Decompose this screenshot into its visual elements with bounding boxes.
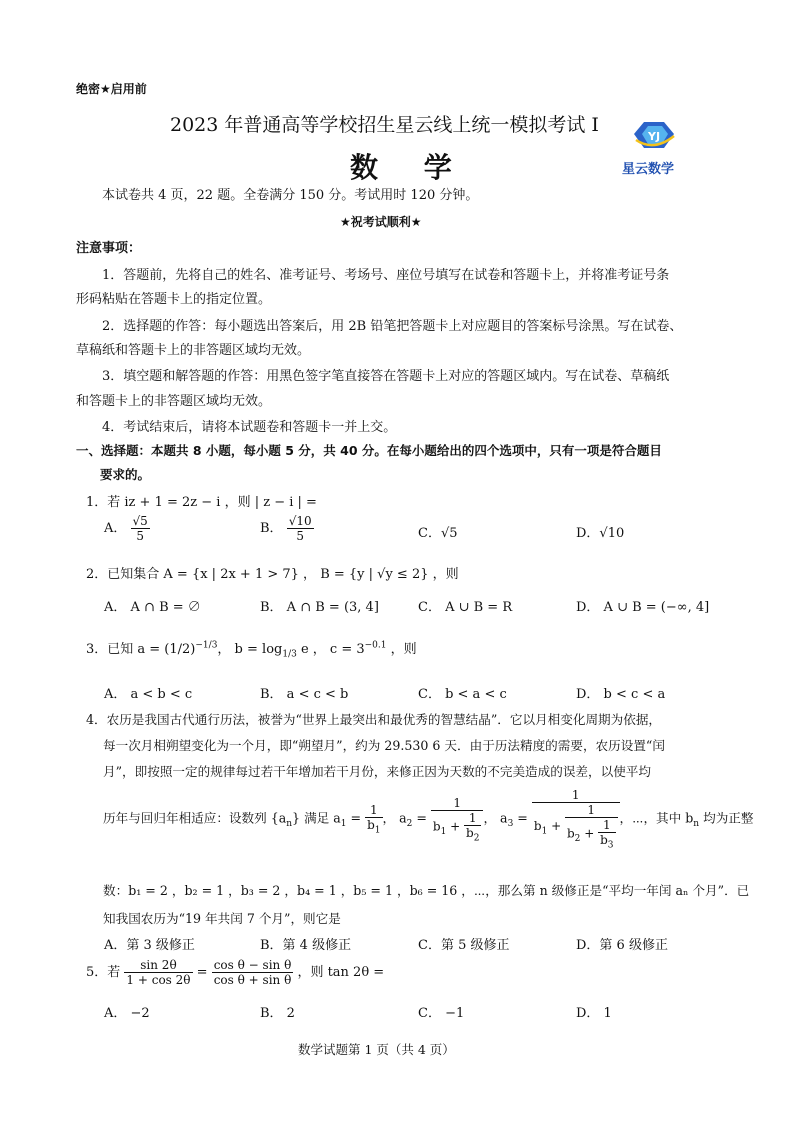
text-run: =	[412, 810, 427, 826]
text-run: 5．若	[86, 965, 121, 980]
q3-b-def: ， b = log	[217, 642, 283, 657]
text-run: } 满足 a	[292, 810, 341, 826]
q1-option-c: C．√5	[418, 526, 458, 541]
q4-line: 每一次月相朔望变化为一个月，即“朔望月”，约为 29.530 6 天．由于历法精度的需要，农历设置“闰	[103, 738, 665, 753]
exponent: −1/3	[195, 640, 218, 651]
q4-line: 月”，即按照一定的规律每过若干年增加若干月份，来修正因为天数的不完美造成的误差，以使平均	[103, 764, 651, 779]
fraction	[287, 514, 314, 543]
q4-line: 知我国农历为“19 年共闰 7 个月”，则它是	[103, 911, 341, 926]
q3-a-def: 3．已知 a = (1/2)	[86, 642, 196, 657]
fraction-a2: 1 $b_1$ + $\frac{1}{b_2}$	[431, 796, 484, 843]
note-line: 1．答题前，先将自己的姓名、准考证号、考场号、座位号填写在试卷和答题卡上，并将准考证号条	[102, 268, 670, 283]
q3-option-c: C． b < a < c	[418, 687, 507, 702]
fraction	[124, 958, 192, 987]
secret-label: 绝密★启用前	[76, 82, 147, 96]
q2-option-d: D． A ∪ B = (−∞, 4]	[576, 600, 710, 615]
q1-option-d: D．√10	[576, 526, 625, 541]
page-footer: 数学试题第 1 页（共 4 页）	[298, 1042, 455, 1057]
wish-text: ★祝考试顺利★	[340, 215, 422, 229]
q4-option-a: A．第 3 级修正	[104, 938, 195, 953]
q5-option-b: B． 2	[260, 1006, 295, 1021]
text-run: ， a	[382, 810, 407, 826]
q5-option-d: D． 1	[576, 1006, 612, 1021]
note-line: 3．填空题和解答题的作答：用黑色签字笔直接答在答题卡上对应的答题区域内。写在试卷、草稿纸	[102, 369, 670, 384]
q1-option-a	[104, 514, 150, 543]
subject-title: 数 学	[350, 151, 470, 184]
frac-den: cos θ + sin θ	[213, 973, 292, 987]
text-run: ，则 tan 2θ =	[297, 965, 385, 980]
q4-option-d: D．第 6 级修正	[576, 938, 668, 953]
q2-option-a: A． A ∩ B = ∅	[104, 600, 201, 615]
exam-title: 2023 年普通高等学校招生星云线上统一模拟考试 I	[170, 114, 599, 136]
q3-option-b: B． a < c < b	[260, 687, 349, 702]
q4-option-c: C．第 5 级修正	[418, 938, 510, 953]
frac-num: √10	[288, 514, 312, 528]
q4-line: 4．农历是我国古代通行历法，被誉为“世界上最突出和最优秀的智慧结晶”．它以月相变化周期为依据，	[86, 712, 662, 727]
fraction	[131, 514, 150, 543]
q1-stem: 1．若 iz + 1 = 2z − i ，则 | z − i | =	[86, 495, 317, 510]
log-base: 1/3	[282, 649, 297, 660]
q3-c-def: e ， c = 3	[296, 642, 365, 657]
intro-text: 本试卷共 4 页，22 题。全卷满分 150 分。考试用时 120 分钟。	[102, 188, 479, 203]
q5-option-c: C． −1	[418, 1006, 465, 1021]
option-label: A．	[104, 521, 127, 536]
frac-num: √5	[132, 514, 148, 528]
q3-option-a: A． a < b < c	[104, 687, 193, 702]
q5-option-a: A． −2	[104, 1006, 150, 1021]
q4-option-b: B．第 4 级修正	[260, 938, 352, 953]
frac-den: 5	[296, 529, 304, 543]
text-run: =	[346, 810, 362, 826]
section-heading-cont: 要求的。	[100, 467, 151, 482]
exponent: −0.1	[364, 640, 387, 651]
q3-tail: ，则	[386, 642, 417, 657]
section-heading: 一、选择题：本题共 8 小题，每小题 5 分，共 40 分。在每小题给出的四个选项中，只有一项是符合题目	[76, 443, 662, 458]
text-run: 均为正整	[699, 810, 754, 826]
q2-stem: 2．已知集合 A = {x | 2x + 1 > 7} ， B = {y | √y ≤ 2} ，则	[86, 567, 459, 582]
frac-num: sin 2θ	[124, 958, 192, 973]
option-label: B．	[260, 521, 283, 536]
q5-stem	[86, 958, 384, 987]
notes-title: 注意事项：	[76, 241, 142, 256]
note-line: 草稿纸和答题卡上的非答题区域均无效。	[76, 343, 311, 358]
text-run: 历年与回归年相适应：设数列 {a	[103, 810, 287, 826]
note-line: 2．选择题的作答：每小题选出答案后，用 2B 铅笔把答题卡上对应题目的答案标号涂黑。写在试卷、	[102, 319, 683, 334]
frac-den: 1 + cos 2θ	[126, 973, 191, 987]
text-run: ， a	[483, 810, 508, 826]
fraction-a3: 1 $b_1$ + 1 $b_2$ + $\frac{1}{b_3}$	[532, 788, 620, 850]
text-run: =	[513, 810, 528, 826]
text-run: ，⋯，其中 b	[619, 810, 694, 826]
logo	[618, 118, 712, 180]
logo-text: 星云数学	[622, 162, 675, 177]
note-line: 形码粘贴在答题卡上的指定位置。	[76, 292, 272, 307]
frac-den: 5	[136, 529, 144, 543]
frac-num: cos θ − sin θ	[213, 958, 292, 972]
q3-stem	[86, 638, 417, 660]
fraction	[212, 958, 294, 987]
q3-option-d: D． b < c < a	[576, 687, 666, 702]
q4-line: 数：b₁ = 2 ，b₂ = 1 ，b₃ = 2 ，b₄ = 1 ，b₅ = 1 ，b₆ = 16 ，⋯，那么第 n 级修正是“平均一年闰 aₙ 个月”．已	[103, 883, 750, 898]
note-line: 和答题卡上的非答题区域均无效。	[76, 394, 272, 409]
svg-text:YJ: YJ	[648, 130, 661, 143]
q2-option-b: B． A ∩ B = (3, 4]	[260, 600, 379, 615]
q4-sequence-line: 历年与回归年相适应：设数列 $\{a_n\}$ 满足 $a_1$ = $\frac{1}{b_1}$ ， $a_2$ = 1 $b_1$ + $\frac{1}{b_2}$ ， $a_3$ = 1 $b_1$ + 1 $b_2$ + $\frac{1}{b_3}$ ，⋯，其中 $b_n$ 均为正整	[103, 788, 754, 851]
equals: =	[192, 965, 212, 980]
fraction-a1: $\frac{1}{b_1}$	[367, 803, 381, 836]
note-line: 4．考试结束后，请将本试题卷和答题卡一并上交。	[102, 420, 397, 435]
q1-option-b	[260, 514, 314, 543]
q2-option-c: C． A ∪ B = R	[418, 600, 513, 615]
